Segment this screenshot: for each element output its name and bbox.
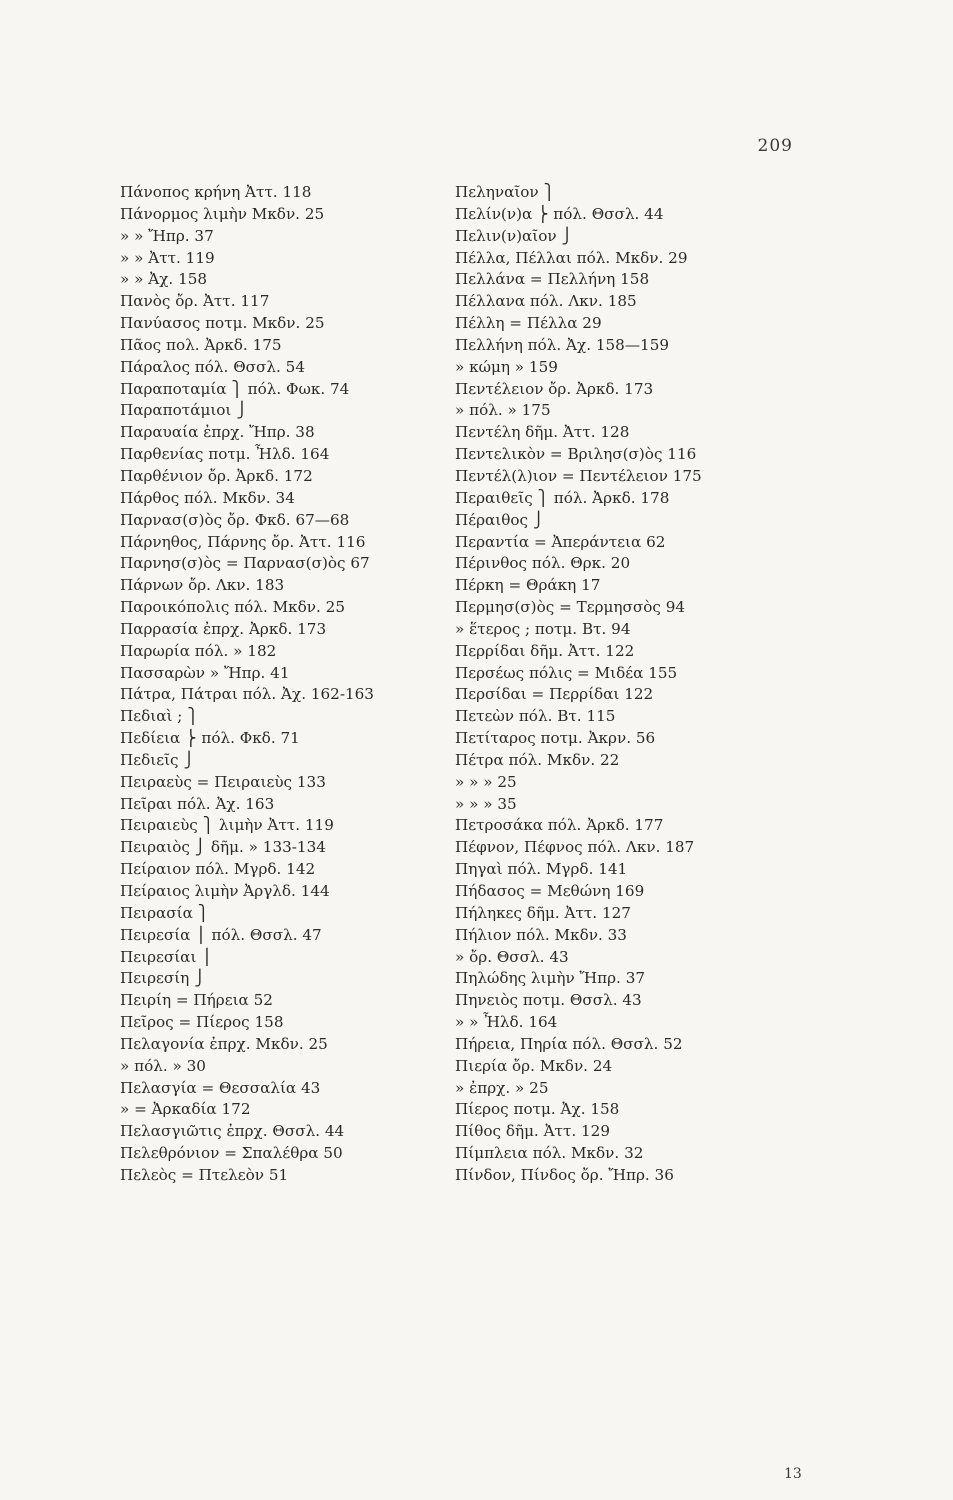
index-entry: Πίμπλεια πόλ. Μκδν. 32 [455,1144,644,1163]
index-entry: Πελεθρόνιον = Σπαλέθρα 50 [120,1144,343,1163]
index-entry: Πεληναῖον ⎫ [455,183,555,201]
index-entry: Πηγαὶ πόλ. Μγρδ. 141 [455,860,628,879]
index-entry: Πεντελικὸν = Βριλησ(σ)ὸς 116 [455,445,697,464]
index-entry: Πίθος δῆμ. Ἀττ. 129 [455,1122,611,1141]
index-entry: Πειραεὺς = Πειραιεὺς 133 [120,772,326,791]
index-entry: Παραυαία ἐπρχ. Ἤπρ. 38 [120,423,315,442]
index-entry: Παρνασ(σ)ὸς ὄρ. Φκδ. 67—68 [120,510,350,529]
index-entry: Πειρεσίαι ⎪ [120,947,213,966]
index-entry: Περμησ(σ)ὸς = Τερμησσὸς 94 [455,598,686,617]
index-entry: Πιερία ὄρ. Μκδν. 24 [455,1056,613,1075]
index-entry: Πεῖρος = Πίερος 158 [120,1013,284,1032]
index-entry: Πετίταρος ποτμ. Ἀκρν. 56 [455,729,656,748]
index-entry: Πέλλη = Πέλλα 29 [455,314,602,333]
index-entry: Πήρεια, Πηρία πόλ. Θσσλ. 52 [455,1034,683,1053]
index-entry: Πασσαρὼν » Ἤπρ. 41 [120,663,290,682]
index-entry: Πειρίη = Πήρεια 52 [120,991,273,1010]
index-entry: Πελίν(ν)α ⎬ πόλ. Θσσλ. 44 [455,204,664,223]
index-entry: Πήδασος = Μεθώνη 169 [455,882,645,900]
index-entry: Πάτρα, Πάτραι πόλ. Ἀχ. 162-163 [120,685,374,704]
index-entry: Πελαγονία ἐπρχ. Μκδν. 25 [120,1034,328,1053]
index-entry: » » » 25 [455,772,517,791]
index-entry: Πάρθος πόλ. Μκδν. 34 [120,488,295,507]
index-column-left [120,182,455,1187]
index-entry: Παροικόπολις πόλ. Μκδν. 25 [120,598,346,617]
index-entry: » κώμη » 159 [455,357,558,376]
index-entry: Πίνδον, Πίνδος ὄρ. Ἤπρ. 36 [455,1165,674,1184]
index-entry: » ὄρ. Θσσλ. 43 [455,947,569,966]
index-entry: Παρθένιον ὄρ. Ἀρκδ. 172 [120,466,313,485]
index-entry: Πείραιον πόλ. Μγρδ. 142 [120,860,316,879]
index-entry: Πάραλος πόλ. Θσσλ. 54 [120,357,305,376]
index-entry: » » Ἀττ. 119 [120,248,215,267]
index-entry: Πέρινθος πόλ. Θρκ. 20 [455,554,631,573]
index-entry: Πᾶος πολ. Ἀρκδ. 175 [120,335,282,354]
index-entry: Πηλώδης λιμὴν Ἤπρ. 37 [455,969,646,988]
index-entry: Πέραιθος ⎭ [455,510,545,529]
index-entry: Πέφνον, Πέφνος πόλ. Λκν. 187 [455,838,695,857]
index-entry: Παραποταμία ⎫ πόλ. Φωκ. 74 [120,379,350,398]
index-entry: Παρωρία πόλ. » 182 [120,641,277,660]
index-entry: Πετροσάκα πόλ. Ἀρκδ. 177 [455,816,664,835]
index-entry: Πεδιεῖς ⎭ [120,750,195,769]
index-entry: Παρθενίας ποτμ. Ἦλδ. 164 [120,445,330,464]
index-entry: Πέρκη = Θράκη 17 [455,576,601,595]
index-entry: Πεῖραι πόλ. Ἀχ. 163 [120,794,275,813]
index-entry: » » » 35 [455,794,517,813]
index-entry: Πέτρα πόλ. Μκδν. 22 [455,750,620,769]
index-entry: Πέλλανα πόλ. Λκν. 185 [455,292,637,311]
page-number: 209 [757,136,793,156]
index-entry: Περαντία = Ἀπεράντεια 62 [455,532,666,551]
index-entry: » πόλ. » 30 [120,1056,206,1075]
index-entry: Πεντέλειον ὄρ. Ἀρκδ. 173 [455,379,654,398]
index-entry: Περρίδαι δῆμ. Ἀττ. 122 [455,641,635,660]
index-entry: » » Ἦλδ. 164 [455,1013,558,1032]
index-entry: » » Ἤπρ. 37 [120,226,214,245]
index-entry: Πεντέλ(λ)ιον = Πεντέλειον 175 [455,466,702,485]
index-entry: Πεντέλη δῆμ. Ἀττ. 128 [455,423,630,442]
index-entry: Πίερος ποτμ. Ἀχ. 158 [455,1100,620,1119]
index-entry: Περαιθεῖς ⎫ πόλ. Ἀρκδ. 178 [455,488,670,507]
index-entry: Πήληκες δῆμ. Ἀττ. 127 [455,903,631,922]
index-entry: Πανύασος ποτμ. Μκδν. 25 [120,314,325,333]
index-entry: Πεδίεια ⎬ πόλ. Φκδ. 71 [120,729,300,748]
index-entry: Πελλήνη πόλ. Ἀχ. 158—159 [455,335,670,354]
sheet-signature: 13 [784,1466,802,1482]
index-entry: Πήλιον πόλ. Μκδν. 33 [455,925,627,944]
index-entry: » πόλ. » 175 [455,401,551,420]
index-entry: Πειραιεὺς ⎫ λιμὴν Ἀττ. 119 [120,816,334,835]
index-entry: Πείραιος λιμὴν Ἀργλδ. 144 [120,882,330,900]
index-entry: Παραποτάμιοι ⎭ [120,401,248,420]
index-entry: » = Ἀρκαδία 172 [120,1100,251,1119]
index-entry: Πελλάνα = Πελλήνη 158 [455,270,650,289]
index-entry: Πελεὸς = Πτελεὸν 51 [120,1165,289,1184]
index-entry: » ἕτερος ; ποτμ. Βτ. 94 [455,619,631,638]
index-entry: » ἐπρχ. » 25 [455,1078,549,1097]
index-entry: Πάνοπος κρήνη Ἀττ. 118 [120,183,312,201]
index-entry: Πάρνηθος, Πάρνης ὄρ. Ἀττ. 116 [120,532,366,551]
index-entry: Πελασγιῶτις ἐπρχ. Θσσλ. 44 [120,1122,345,1141]
index-entry: Παρρασία ἐπρχ. Ἀρκδ. 173 [120,619,327,638]
index-entry: Πειρεσίη ⎭ [120,969,206,988]
index-entry: Πάνορμος λιμὴν Μκδν. 25 [120,204,325,223]
index-entry: Πειραιὸς ⎭ δῆμ. » 133-134 [120,838,326,857]
index-entry: Πετεὼν πόλ. Βτ. 115 [455,707,616,726]
index-entry: Πειρεσία ⎪ πόλ. Θσσλ. 47 [120,925,322,944]
index-entry: Πέλλα, Πέλλαι πόλ. Μκδν. 29 [455,248,688,267]
index-column-right [455,182,795,1187]
index-entry: Πεδιαὶ ; ⎫ [120,707,199,726]
index-entry: Παρνησ(σ)ὸς = Παρνασ(σ)ὸς 67 [120,554,370,573]
index-entry: Πελασγία = Θεσσαλία 43 [120,1078,321,1097]
index-entry: Πανὸς ὄρ. Ἀττ. 117 [120,292,270,311]
index-entry: Πελιν(ν)αῖον ⎭ [455,226,573,245]
index-entry: Πηνειὸς ποτμ. Θσσλ. 43 [455,991,642,1010]
index-entry: Πειρασία ⎫ [120,903,210,922]
index-entry: Περσίδαι = Περρίδαι 122 [455,685,654,704]
index-entry: Περσέως πόλις = Μιδέα 155 [455,663,678,682]
index-entry: » » Ἀχ. 158 [120,270,208,289]
index-entry: Πάρνων ὄρ. Λκν. 183 [120,576,285,595]
